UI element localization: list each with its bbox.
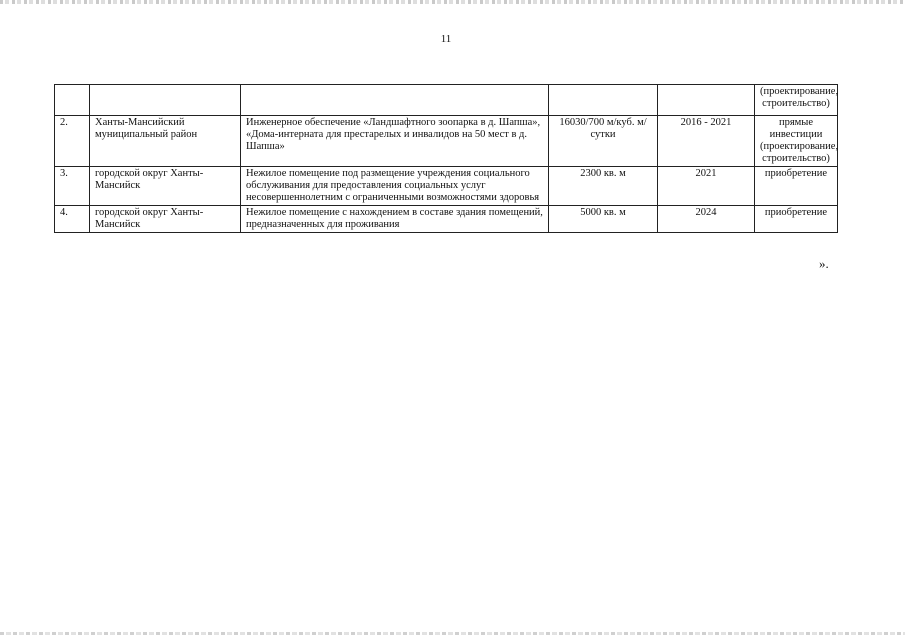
municipality-cell: городской округ Ханты-Мансийск	[90, 206, 241, 233]
municipality-cell: Ханты-Мансийский муниципальный район	[90, 116, 241, 167]
scan-edge-top	[0, 0, 905, 4]
mechanism-cell: приобретение	[755, 167, 838, 206]
scan-edge-bottom	[0, 632, 905, 635]
row-number: 4.	[55, 206, 90, 233]
table-row	[55, 206, 838, 233]
investment-table	[54, 84, 838, 233]
row-number: 2.	[55, 116, 90, 167]
municipality-cell	[90, 85, 241, 116]
period-cell: 2016 - 2021	[658, 116, 755, 167]
row-number: 3.	[55, 167, 90, 206]
object-cell: Нежилое помещение с нахождением в составе здания помещений, предназначенных для проживания	[241, 206, 549, 233]
object-cell: Инженерное обеспечение «Ландшафтного зоопарка в д. Шапша», «Дома-интерната для престарелых и инвалидов на 50 мест в д. Шапша»	[241, 116, 549, 167]
municipality-cell: городской округ Ханты-Мансийск	[90, 167, 241, 206]
mechanism-cell: (проектирование, строительство)	[755, 85, 838, 116]
capacity-cell: 5000 кв. м	[549, 206, 658, 233]
capacity-cell: 2300 кв. м	[549, 167, 658, 206]
period-cell: 2021	[658, 167, 755, 206]
mechanism-cell: приобретение	[755, 206, 838, 233]
row-number	[55, 85, 90, 116]
table-row	[55, 167, 838, 206]
mechanism-cell: прямые инвестиции (проектирование, строительство)	[755, 116, 838, 167]
capacity-cell	[549, 85, 658, 116]
table-row	[55, 116, 838, 167]
period-cell	[658, 85, 755, 116]
page-number: 11	[440, 33, 452, 45]
table-row	[55, 85, 838, 116]
object-cell	[241, 85, 549, 116]
capacity-cell: 16030/700 м/куб. м/сутки	[549, 116, 658, 167]
object-cell: Нежилое помещение под размещение учреждения социального обслуживания для предоставления социальных услуг несовершеннолетним с ограниченными возможностями здоровья	[241, 167, 549, 206]
period-cell: 2024	[658, 206, 755, 233]
closing-quote: ».	[819, 256, 829, 271]
